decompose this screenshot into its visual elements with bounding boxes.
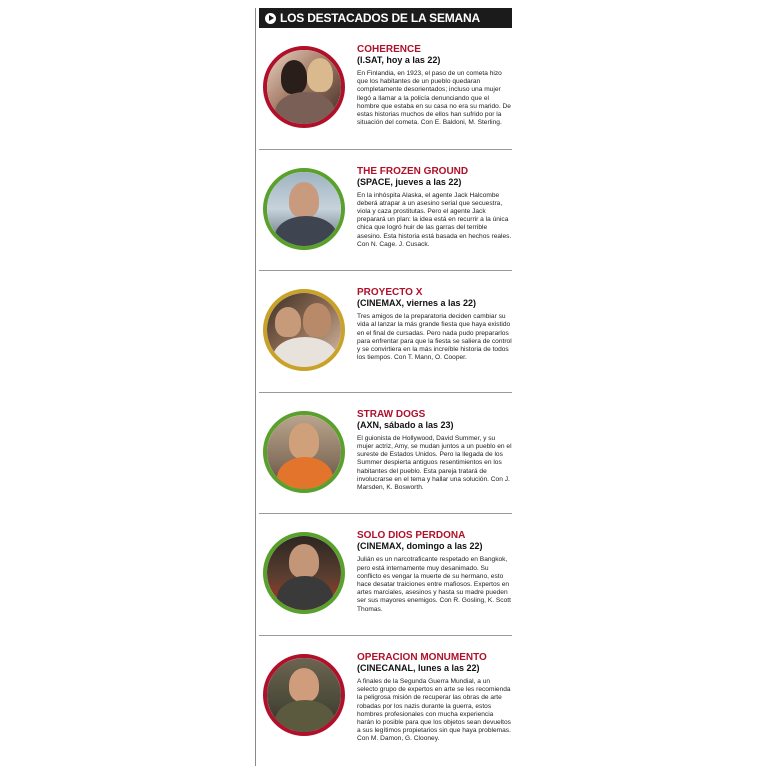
movie-title: STRAW DOGS [357,408,426,420]
movie-thumbnail [263,411,345,493]
movie-channel-time: (SPACE, jueves a las 22) [357,176,462,187]
movie-thumbnail [263,46,345,128]
movie-thumbnail [263,654,345,736]
movie-thumbnail [263,168,345,250]
listing-item [259,150,512,272]
movie-description: En Finlandia, en 1923, el paso de un cometa hizo que los habitantes de un pueblo quedaran completamente desorientados; incluso una mujer llegó a llamar a la policía denunciando que el hombre que estaba en su casa no era su marido. De estas historias muchos de ellos han sufrido por la situación del cometa. Con E. Baldoni, M. Sterling. [357,70,511,127]
listing-item [259,514,512,636]
listing-item [259,393,512,515]
movie-channel-time: (AXN, sábado a las 23) [357,419,454,430]
movie-description: Julián es un narcotraficante respetado en Bangkok, pero está internamente muy desanimado. Su conflicto es vengar la muerte de su hermano, esto hace desatar traiciones entre mafiosos. Expertos en artes marciales, asesinos y hasta su madre pueden ser sus mayores enemigos. Con R. Gosling, K. Scott Thomas. [357,556,511,613]
movie-channel-time: (I.SAT, hoy a las 22) [357,55,441,65]
movie-description: A finales de la Segunda Guerra Mundial, a un selecto grupo de expertos en arte se les recomienda la peligrosa misión de recuperar las obras de arte robadas por los nazis durante la guerra, estos hombres profesionales con mucha experiencia harán lo posible para que los objetos sean devueltos a sus legítimos propietarios sin que haya problemas. Con M. Damon, G. Clooney. [357,677,511,743]
movie-channel-time: (CINEMAX, viernes a las 22) [357,298,477,309]
listing-item [259,28,512,150]
movie-description: Tres amigos de la preparatoria deciden cambiar su vida al lanzar la más grande fiesta que haya existido en el final de cursadas. Pero nada pudo prepararlos para enfrentar para que la fiesta se saliera de control y se convirtiera en la más increíble historia de todos los tiempos. Con T. Mann, O. Cooper. [357,313,512,362]
movie-description: El guionista de Hollywood, David Summer, y su mujer actriz, Amy, se mudan juntos a un pueblo en el sureste de Estados Unidos. Pero la llegada de los Summer despierta antiguos resentimientos en los habitantes del pueblo. Esta pareja tratará de involucrarse en el tema y hallar una solución. Con J. Marsden, K. Bosworth. [357,434,512,491]
section-header [259,8,512,28]
play-icon [265,13,276,24]
highlights-panel [259,8,512,758]
movie-thumbnail [263,532,345,614]
movie-title: COHERENCE [357,44,421,55]
listing-item [259,636,512,758]
movie-description: En la inhóspita Alaska, el agente Jack Halcombe deberá atrapar a un asesino serial que secuestra, viola y caza prostitutas. Pero el agente Jack preparará un plan: la idea está en recurrir a la única chica que logró huir de las garras del terrible asesino. Esta historia está basada en hechos reales. Con N. Cage. J. Cusack. [357,191,512,248]
movie-thumbnail [263,289,345,371]
movie-title: PROYECTO X [357,287,423,299]
section-title: LOS DESTACADOS DE LA SEMANA [280,11,480,25]
movie-title: THE FROZEN GROUND [357,165,469,177]
movie-channel-time: (CINECANAL, lunes a las 22) [357,662,480,673]
vertical-divider [255,8,256,766]
movie-channel-time: (CINEMAX, domingo a las 22) [357,541,483,552]
listing-item [259,271,512,393]
movie-title: OPERACION MONUMENTO [357,651,487,663]
movie-title: SOLO DIOS PERDONA [357,530,466,542]
